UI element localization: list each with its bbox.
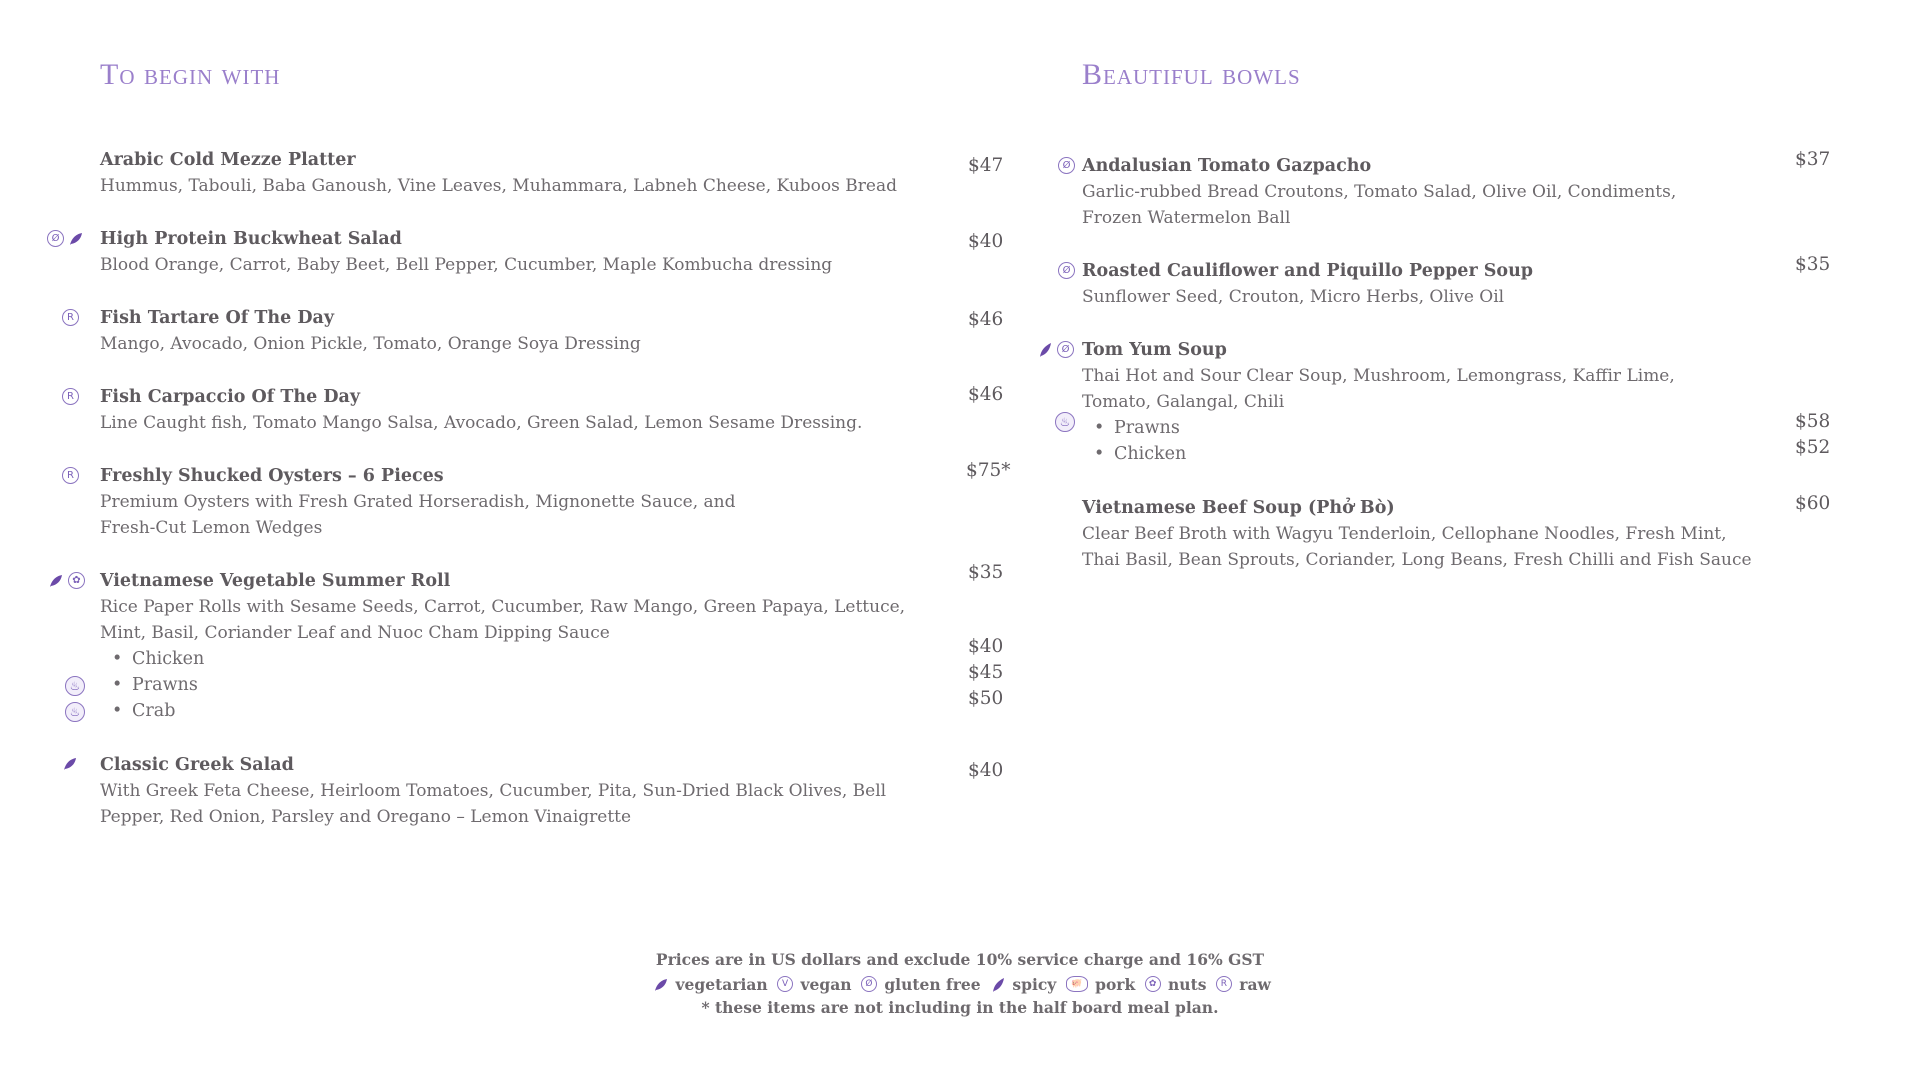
item-desc: Premium Oysters with Fresh Grated Horseradish, Mignonette Sauce, and Fresh-Cut Lemon Wedges [100, 492, 736, 538]
item-icons [62, 467, 79, 484]
item-name: Fish Tartare Of The Day [100, 308, 335, 328]
spicy-icon [990, 977, 1005, 992]
item-price: $40 [968, 760, 1004, 781]
item-desc: Rice Paper Rolls with Sesame Seeds, Carrot, Cucumber, Raw Mango, Green Papaya, Lettuce, Mint, Basil, Coriander Leaf and Nuoc Cham Dipping Sauce [100, 597, 906, 643]
menu-item [67, 384, 1015, 436]
item-desc: Clear Beef Broth with Wagyu Tenderloin, Cellophane Noodles, Fresh Mint, Thai Basil, Bean Sprouts, Coriander, Long Beans, Fresh Chilli and Fish Sauce [1082, 524, 1752, 570]
spicy-icon [1037, 342, 1053, 358]
raw-icon: R [62, 467, 79, 484]
option-item [100, 636, 1015, 672]
vegetarian-leaf-icon [653, 977, 668, 992]
item-price: $35 [968, 562, 1004, 583]
item-price: $75* [966, 460, 1011, 481]
item-icons [1058, 157, 1075, 174]
option-price: $52 [1795, 437, 1831, 458]
option-price: $45 [968, 662, 1004, 683]
nuts-icon: ✿ [68, 572, 85, 589]
nuts-icon: ✿ [1145, 976, 1161, 992]
option-item [69, 688, 1015, 724]
item-name: Tom Yum Soup [1082, 340, 1227, 360]
item-name: Roasted Cauliflower and Piquillo Pepper Soup [1082, 261, 1534, 281]
option-label: Chicken [1114, 444, 1187, 464]
item-price: $46 [968, 384, 1004, 405]
item-desc: With Greek Feta Cheese, Heirloom Tomatoes, Cucumber, Pita, Sun-Dried Black Olives, Bell Pepper, Red Onion, Parsley and Oregano – Lemon Vinaigrette [100, 781, 887, 827]
gluten-free-icon: Ø [1058, 262, 1075, 279]
footer-notes [0, 948, 1920, 1019]
gluten-free-icon: Ø [1057, 341, 1074, 358]
pot-icon: • ♨ [65, 676, 85, 696]
item-desc: Line Caught fish, Tomato Mango Salsa, Avocado, Green Salad, Lemon Sesame Dressing. [100, 413, 863, 433]
pot-icon: • ♨ [1055, 412, 1075, 432]
item-price: $47 [968, 155, 1004, 176]
vegan-icon: V [777, 976, 793, 992]
menu-item [1062, 149, 1832, 231]
item-desc: Garlic-rubbed Bread Croutons, Tomato Salad, Olive Oil, Condiments, Frozen Watermelon Ball [1082, 182, 1677, 228]
item-name: Vietnamese Beef Soup (Phở Bò) [1082, 498, 1395, 518]
gluten-free-icon: Ø [47, 230, 64, 247]
item-desc: Mango, Avocado, Onion Pickle, Tomato, Orange Soya Dressing [100, 334, 641, 354]
meal-plan-note: * these items are not including in the half board meal plan. [701, 997, 1219, 1017]
item-name: Andalusian Tomato Gazpacho [1082, 156, 1372, 176]
item-price: $37 [1795, 149, 1831, 170]
menu-item [67, 460, 1015, 541]
option-item [69, 662, 1015, 698]
option-price: $40 [968, 636, 1004, 657]
item-name: High Protein Buckwheat Salad [100, 229, 402, 249]
item-icons [47, 230, 84, 247]
vegetarian-leaf-icon [62, 756, 78, 772]
menu-item [1059, 337, 1832, 467]
legend-spicy: spicy [1012, 974, 1057, 994]
option-list [69, 636, 1015, 724]
option-item [1059, 411, 1832, 441]
menu-item [100, 147, 1015, 199]
legend-vegetarian: vegetarian [675, 974, 768, 994]
raw-icon: R [62, 309, 79, 326]
legend-nuts: nuts [1168, 974, 1207, 994]
legend-vegan: vegan [800, 974, 852, 994]
menu-item [51, 226, 1015, 278]
pork-icon: 🐖 [1066, 976, 1088, 992]
option-item [1082, 437, 1832, 467]
menu-item [1062, 254, 1832, 310]
section-title-to-begin-with: To begin with [100, 58, 281, 91]
legend-raw: raw [1239, 974, 1271, 994]
option-label: Crab [132, 701, 176, 721]
section-title-beautiful-bowls: Beautiful bowls [1082, 58, 1301, 91]
vegetarian-leaf-icon [48, 573, 64, 589]
item-desc: Blood Orange, Carrot, Baby Beet, Bell Pepper, Cucumber, Maple Kombucha dressing [100, 255, 833, 275]
option-label: Prawns [132, 675, 198, 695]
item-icons [1037, 341, 1074, 358]
item-desc: Sunflower Seed, Crouton, Micro Herbs, Olive Oil [1082, 287, 1505, 307]
item-name: Classic Greek Salad [100, 755, 294, 775]
item-price: $35 [1795, 254, 1831, 275]
item-name: Fish Carpaccio Of The Day [100, 387, 361, 407]
menu-item [100, 752, 1015, 830]
item-price: $46 [968, 309, 1004, 330]
item-icons [62, 756, 78, 772]
pot-icon: • ♨ [65, 702, 85, 722]
item-icons [1058, 262, 1075, 279]
item-name: Arabic Cold Mezze Platter [100, 150, 356, 170]
option-label: Chicken [132, 649, 205, 669]
item-name: Freshly Shucked Oysters – 6 Pieces [100, 466, 444, 486]
item-price: $60 [1795, 493, 1831, 514]
item-icons [48, 572, 85, 589]
option-price: $58 [1795, 411, 1831, 432]
item-name: Vietnamese Vegetable Summer Roll [100, 571, 451, 591]
gluten-free-icon: Ø [861, 976, 877, 992]
option-list [1059, 411, 1832, 467]
menu-item [69, 562, 1015, 724]
menu-item [67, 305, 1015, 357]
dietary-legend [0, 971, 1920, 996]
item-icons [62, 309, 79, 326]
legend-pork: pork [1095, 974, 1136, 994]
item-desc: Thai Hot and Sour Clear Soup, Mushroom, Lemongrass, Kaffir Lime, Tomato, Galangal, Chili [1082, 366, 1675, 412]
option-price: $50 [968, 688, 1004, 709]
menu-item [1082, 495, 1832, 573]
item-icons [62, 388, 79, 405]
price-note: Prices are in US dollars and exclude 10% service charge and 16% GST [655, 950, 1265, 969]
item-desc: Hummus, Tabouli, Baba Ganoush, Vine Leaves, Muhammara, Labneh Cheese, Kuboos Bread [100, 176, 897, 196]
gluten-free-icon: Ø [1058, 157, 1075, 174]
legend-gluten-free: gluten free [884, 974, 981, 994]
raw-icon: R [1216, 976, 1232, 992]
item-price: $40 [968, 231, 1004, 252]
vegetarian-leaf-icon [68, 231, 84, 247]
raw-icon: R [62, 388, 79, 405]
option-label: Prawns [1114, 418, 1180, 438]
